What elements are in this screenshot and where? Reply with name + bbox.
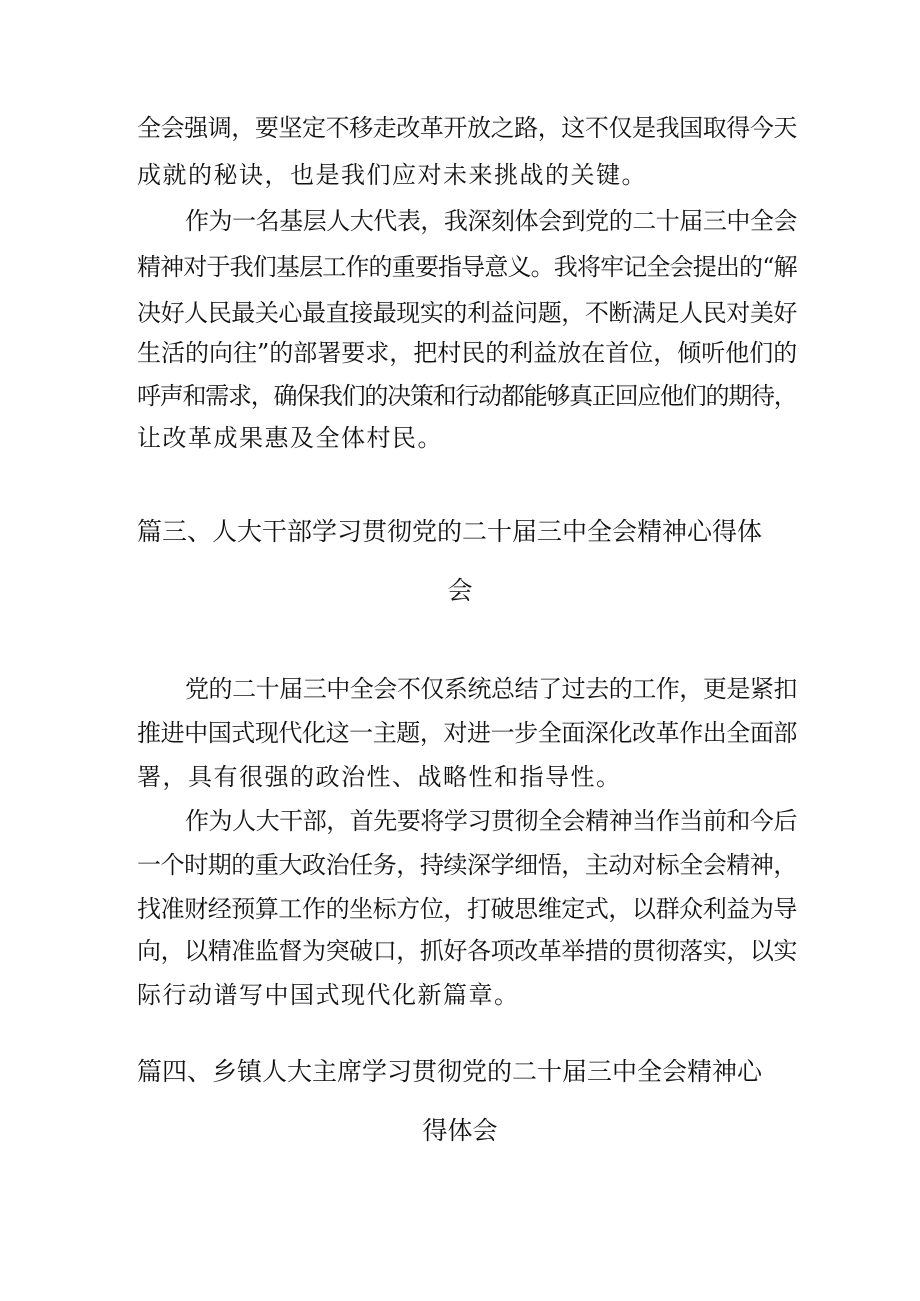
paragraph-line: 全会强调，要坚定不移走改革开放之路，这不仅是我国取得今天 (137, 114, 797, 142)
section-heading-continuation: 会 (447, 576, 473, 605)
paragraph-line: 精神对于我们基层工作的重要指导意义。我将牢记全会提出的“解 (137, 253, 797, 281)
paragraph-line: 生活的向往”的部署要求，把村民的利益放在首位，倾听他们的 (137, 339, 798, 367)
paragraph-line: 党的二十届三中全会不仅系统总结了过去的工作，更是紧扣 (185, 675, 797, 703)
paragraph-line: 让改革成果惠及全体村民。 (137, 424, 443, 452)
section-heading: 篇三、人大干部学习贯彻党的二十届三中全会精神心得体 (137, 517, 763, 546)
paragraph-line: 向，以精准监督为突破口，抓好各项改革举措的贯彻落实，以实 (137, 937, 797, 965)
section-heading: 篇四、乡镇人大主席学习贯彻党的二十届三中全会精神心 (137, 1057, 763, 1086)
paragraph-line: 作为人大干部，首先要将学习贯彻全会精神当作当前和今后 (185, 807, 797, 835)
paragraph-line: 际行动谱写中国式现代化新篇章。 (137, 981, 520, 1009)
paragraph-line: 决好人民最关心最直接最现实的利益问题，不断满足人民对美好 (137, 299, 797, 327)
paragraph-line: 找准财经预算工作的坐标方位，打破思维定式，以群众利益为导 (137, 895, 797, 923)
paragraph-line: 一个时期的重大政治任务，持续深学细悟，主动对标全会精神， (137, 851, 797, 879)
paragraph-line: 署，具有很强的政治性、战略性和指导性。 (137, 763, 622, 791)
paragraph-line: 作为一名基层人大代表，我深刻体会到党的二十届三中全会 (185, 207, 797, 235)
section-heading-continuation: 得体会 (422, 1116, 498, 1145)
paragraph-line: 推进中国式现代化这一主题，对进一步全面深化改革作出全面部 (137, 719, 797, 747)
paragraph-line: 成就的秘诀，也是我们应对未来挑战的关键。 (137, 161, 647, 189)
paragraph-line: 呼声和需求，确保我们的决策和行动都能够真正回应他们的期待， (137, 382, 797, 410)
